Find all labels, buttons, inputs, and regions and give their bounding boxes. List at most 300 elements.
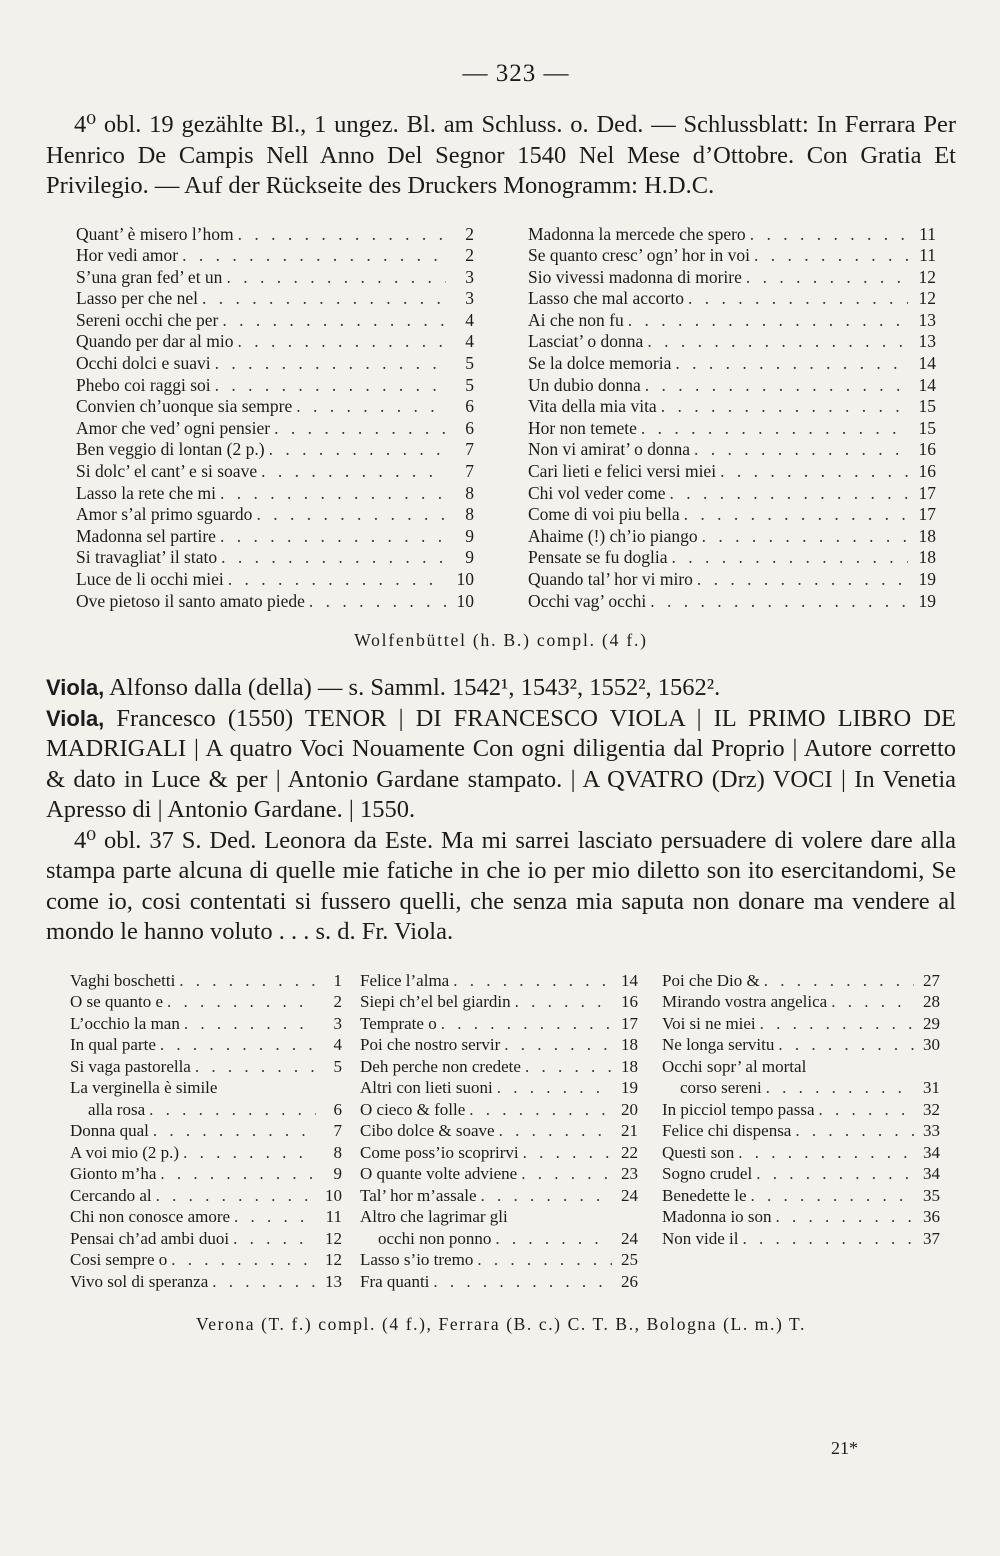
toc-entry-page: 18 bbox=[621, 1056, 638, 1076]
toc-entry-page: 17 bbox=[918, 504, 936, 525]
toc-first-left-column bbox=[76, 224, 506, 613]
toc-leader-dots bbox=[624, 310, 908, 332]
toc-entry-page: 5 bbox=[333, 1056, 342, 1076]
toc-entry bbox=[528, 526, 936, 548]
toc-entry-page: 7 bbox=[333, 1121, 342, 1141]
toc-entry-page: 12 bbox=[325, 1250, 342, 1270]
toc-entry bbox=[76, 353, 474, 375]
toc-entry-title: Madonna la mercede che spero bbox=[528, 223, 746, 244]
toc-entry-page: 10 bbox=[456, 569, 474, 589]
toc-entry-page: 15 bbox=[918, 396, 936, 417]
toc-entry-page: 26 bbox=[621, 1271, 638, 1291]
toc-entry-page: 14 bbox=[918, 353, 936, 374]
toc-leader-dots bbox=[747, 1185, 915, 1207]
toc-entry-title: Fra quanti bbox=[360, 1271, 430, 1291]
toc-entry-page: 16 bbox=[621, 992, 638, 1012]
toc-entry-page: 34 bbox=[923, 1164, 940, 1184]
toc-entry bbox=[70, 1185, 342, 1207]
toc-entry-title: Questi son bbox=[662, 1142, 735, 1162]
toc-entry-title: Temprate o bbox=[360, 1013, 437, 1033]
entry-name: Viola, bbox=[46, 675, 105, 701]
toc-entry bbox=[76, 591, 474, 613]
toc-leader-dots bbox=[191, 1056, 316, 1078]
toc-entry-page: 37 bbox=[923, 1228, 940, 1248]
toc-leader-dots bbox=[208, 1271, 316, 1293]
toc-entry-page: 11 bbox=[919, 223, 936, 244]
toc-entry-title: Amor s’al primo sguardo bbox=[76, 504, 253, 525]
toc-entry-page: 28 bbox=[923, 992, 940, 1012]
toc-leader-dots bbox=[257, 461, 446, 483]
toc-entry bbox=[360, 1249, 638, 1271]
toc-entry bbox=[528, 310, 936, 332]
toc-entry bbox=[360, 1056, 638, 1078]
entry-text: Alfonso dalla (della) — s. Samml. 1542¹, 1543², 1552², 1562². bbox=[104, 674, 721, 702]
toc-entry-page: 19 bbox=[621, 1078, 638, 1098]
toc-entry-title: Se quanto cresc’ ogn’ hor in voi bbox=[528, 245, 750, 266]
toc-entry bbox=[76, 569, 474, 591]
toc-leader-dots bbox=[760, 970, 914, 992]
toc-entry-page: 5 bbox=[465, 374, 474, 395]
toc-leader-dots bbox=[684, 288, 908, 310]
toc-entry-page: 7 bbox=[465, 439, 474, 460]
toc-entry bbox=[76, 331, 474, 353]
toc-leader-dots bbox=[762, 1077, 914, 1099]
toc-leader-dots bbox=[667, 547, 908, 569]
toc-entry-title: Benedette le bbox=[662, 1185, 747, 1205]
toc-entry-title: Cari lieti e felici versi miei bbox=[528, 461, 717, 482]
toc-leader-dots bbox=[734, 1142, 914, 1164]
toc-entry-page: 2 bbox=[465, 223, 474, 244]
toc-entry-page: 18 bbox=[621, 1035, 638, 1055]
toc-leader-dots bbox=[230, 1206, 316, 1228]
toc-leader-dots bbox=[752, 1163, 914, 1185]
toc-leader-dots bbox=[218, 310, 446, 332]
toc-leader-dots bbox=[178, 245, 446, 267]
toc-entry bbox=[528, 331, 936, 353]
toc-entry-page: 6 bbox=[333, 1099, 342, 1119]
toc-entry bbox=[528, 569, 936, 591]
toc-entry bbox=[360, 1271, 638, 1293]
toc-entry-title: La verginella è simile bbox=[70, 1078, 218, 1098]
toc-entry-title: Amor che ved’ ogni pensier bbox=[76, 417, 271, 438]
toc-entry-title: Vivo sol di speranza bbox=[70, 1271, 209, 1291]
toc-entry bbox=[662, 1206, 940, 1228]
toc-entry-page: 12 bbox=[918, 266, 936, 287]
toc-entry-title: Se la dolce memoria bbox=[528, 353, 672, 374]
toc-leader-dots bbox=[680, 504, 908, 526]
toc-entry bbox=[70, 970, 342, 992]
toc-entry bbox=[70, 991, 342, 1013]
toc-leader-dots bbox=[495, 1120, 612, 1142]
toc-leader-dots bbox=[477, 1185, 612, 1207]
toc-entry bbox=[662, 1077, 940, 1099]
toc-entry bbox=[528, 439, 936, 461]
toc-entry bbox=[662, 1163, 940, 1185]
toc-entry bbox=[76, 547, 474, 569]
toc-entry-page: 24 bbox=[621, 1185, 638, 1205]
toc-entry bbox=[360, 1120, 638, 1142]
toc-entry-title: L’occhio la man bbox=[70, 1013, 180, 1033]
toc-entry bbox=[360, 1034, 638, 1056]
toc-entry-title: Vita della mia vita bbox=[528, 396, 657, 417]
toc-leader-dots bbox=[211, 353, 446, 375]
toc-entry bbox=[76, 375, 474, 397]
toc-leader-dots bbox=[156, 1163, 316, 1185]
toc-entry bbox=[76, 310, 474, 332]
toc-entry-title: Come di voi piu bella bbox=[528, 504, 680, 525]
toc-entry bbox=[70, 1056, 342, 1078]
toc-entry-title: Ahaime (!) ch’io piango bbox=[528, 525, 698, 546]
toc-leader-dots bbox=[493, 1077, 612, 1099]
toc-entry bbox=[360, 1163, 638, 1185]
toc-entry-page: 34 bbox=[923, 1142, 940, 1162]
toc-entry-page: 6 bbox=[465, 417, 474, 438]
toc-entry-title: Occhi vag’ occhi bbox=[528, 590, 647, 611]
toc-leader-dots bbox=[163, 991, 316, 1013]
toc-leader-dots bbox=[292, 396, 446, 418]
toc-entry-title: Madonna io son bbox=[662, 1207, 772, 1227]
toc-entry-title: S’una gran fed’ et un bbox=[76, 266, 223, 287]
toc-leader-dots bbox=[211, 375, 446, 397]
toc-entry-page: 16 bbox=[918, 461, 936, 482]
toc-entry bbox=[662, 1099, 940, 1121]
entry-text: Francesco (1550) TENOR | DI FRANCESCO VIOLA | IL PRIMO LIBRO DE MADRIGALI | A quatro Voci Nouamente Con ogni diligentia dal Proprio | Autore corretto & dato in Luce & per | Antonio Gardane stampato. | A QVATRO (Drz) VOCI | In Venetia Apresso di | Antonio Gardane. | 1550. bbox=[46, 704, 956, 824]
toc-entry-title: corso sereni bbox=[680, 1078, 762, 1098]
toc-leader-dots bbox=[222, 267, 446, 289]
toc-leader-dots bbox=[774, 1034, 914, 1056]
toc-entry-title: Felice chi dispensa bbox=[662, 1121, 792, 1141]
toc-entry bbox=[528, 547, 936, 569]
toc-entry-page: 17 bbox=[918, 482, 936, 503]
toc-leader-dots bbox=[657, 396, 908, 418]
toc-leader-dots bbox=[198, 288, 446, 310]
toc-first-right-column bbox=[506, 224, 936, 613]
toc-entry-page: 17 bbox=[621, 1013, 638, 1033]
toc-entry-title: Cosi sempre o bbox=[70, 1250, 168, 1270]
toc-entry bbox=[76, 224, 474, 246]
toc-leader-dots bbox=[224, 569, 446, 591]
toc-leader-dots bbox=[716, 461, 908, 483]
toc-entry bbox=[662, 1185, 940, 1207]
toc-leader-dots bbox=[641, 375, 908, 397]
toc-leader-dots bbox=[491, 1228, 612, 1250]
toc-entry-title: A voi mio (2 p.) bbox=[70, 1142, 180, 1162]
toc-entry bbox=[528, 418, 936, 440]
toc-entry bbox=[528, 504, 936, 526]
toc-entry bbox=[528, 288, 936, 310]
toc-leader-dots bbox=[305, 591, 446, 613]
toc-entry-page: 2 bbox=[333, 992, 342, 1012]
toc-leader-dots bbox=[217, 547, 446, 569]
toc-leader-dots bbox=[265, 439, 446, 461]
toc-entry-title: Lasciat’ o donna bbox=[528, 331, 644, 352]
toc-entry-page: 1 bbox=[333, 970, 342, 990]
entry-francesco-viola bbox=[46, 704, 956, 826]
toc-entry bbox=[662, 991, 940, 1013]
toc-entry-title: Lasso s’io tremo bbox=[360, 1250, 474, 1270]
toc-entry bbox=[76, 439, 474, 461]
toc-entry bbox=[662, 970, 940, 992]
toc-entry-title: Si dolc’ el cant’ e si soave bbox=[76, 461, 258, 482]
toc-entry-page: 11 bbox=[919, 245, 936, 266]
toc-entry-title: O se quanto e bbox=[70, 992, 164, 1012]
toc-entry-title: Poi che Dio & bbox=[662, 970, 760, 990]
toc-entry bbox=[662, 1228, 940, 1250]
toc-leader-dots bbox=[698, 526, 908, 548]
toc-leader-dots bbox=[233, 331, 446, 353]
toc-entry-page: 29 bbox=[923, 1013, 940, 1033]
toc-leader-dots bbox=[756, 1013, 914, 1035]
toc-entry-title: Hor vedi amor bbox=[76, 245, 179, 266]
toc-entry-title: Donna qual bbox=[70, 1121, 149, 1141]
toc-second-column-1 bbox=[70, 970, 360, 1293]
toc-leader-dots bbox=[815, 1099, 915, 1121]
entry-description: 4⁰ obl. 37 S. Ded. Leonora da Este. Ma mi sarrei lasciato persuadere di volere dare alla stampa parte alcuna di quelle mie fatiche in che io per mio diletto son ito esercitandomi, Se come io, cosi contentati si fussero quelli, che senza mia saputa non donare ma vendere al mondo le hanno voluto . . . s. d. Fr. Viola. bbox=[46, 826, 956, 946]
toc-entry-page: 14 bbox=[918, 374, 936, 395]
toc-leader-dots bbox=[167, 1249, 316, 1271]
toc-entry bbox=[360, 1077, 638, 1099]
toc-entry-title: Sio vivessi madonna di morire bbox=[528, 266, 742, 287]
toc-entry-title: Quando tal’ hor vi miro bbox=[528, 569, 693, 589]
toc-entry bbox=[528, 483, 936, 505]
toc-leader-dots bbox=[229, 1228, 316, 1250]
toc-entry-page: 8 bbox=[333, 1142, 342, 1162]
toc-entry bbox=[528, 267, 936, 289]
toc-entry-title: Quant’ è misero l’hom bbox=[76, 223, 234, 244]
toc-entry-page: 7 bbox=[465, 461, 474, 482]
toc-entry-title: Cercando al bbox=[70, 1185, 152, 1205]
toc-entry-title: Mirando vostra angelica bbox=[662, 992, 828, 1012]
toc-entry-title: Sogno crudel bbox=[662, 1164, 753, 1184]
toc-entry bbox=[528, 224, 936, 246]
toc-entry-page: 15 bbox=[918, 417, 936, 438]
toc-entry-page: 14 bbox=[621, 970, 638, 990]
page-number: — 323 — bbox=[462, 60, 570, 87]
toc-entry-title: Non vi amirat’ o donna bbox=[528, 439, 690, 460]
toc-entry bbox=[70, 1163, 342, 1185]
toc-entry-title: Siepi ch’el bel giardin bbox=[360, 992, 511, 1012]
toc-entry-page: 12 bbox=[918, 288, 936, 309]
toc-entry-title: Cibo dolce & soave bbox=[360, 1121, 495, 1141]
toc-entry-title: Pensai ch’ad ambi duoi bbox=[70, 1228, 230, 1248]
toc-entry-title: Occhi dolci e suavi bbox=[76, 353, 211, 374]
toc-leader-dots bbox=[519, 1142, 612, 1164]
toc-entry bbox=[76, 396, 474, 418]
toc-leader-dots bbox=[517, 1163, 612, 1185]
toc-entry bbox=[76, 504, 474, 526]
toc-entry-page: 10 bbox=[456, 590, 474, 611]
toc-entry-page: 25 bbox=[621, 1250, 638, 1270]
location-note-second: Verona (T. f.) compl. (4 f.), Ferrara (B. c.) C. T. B., Bologna (L. m.) T. bbox=[195, 1314, 807, 1335]
entry-alfonso-viola bbox=[46, 673, 956, 704]
toc-entry-title: Hor non temete bbox=[528, 417, 637, 438]
toc-entry-page: 9 bbox=[333, 1164, 342, 1184]
toc-entry-page: 35 bbox=[923, 1185, 940, 1205]
toc-entry-title: Voi si ne miei bbox=[662, 1013, 756, 1033]
toc-entry bbox=[76, 418, 474, 440]
toc-leader-dots bbox=[152, 1185, 316, 1207]
toc-entry-page: 20 bbox=[621, 1099, 638, 1119]
toc-entry-page: 9 bbox=[465, 525, 474, 546]
toc-second-column-3 bbox=[650, 970, 940, 1293]
toc-entry-title: alla rosa bbox=[88, 1099, 146, 1119]
toc-entry-title: Tal’ hor m’assale bbox=[360, 1185, 477, 1205]
toc-entry-title: Ai che non fu bbox=[528, 309, 624, 330]
toc-leader-dots bbox=[690, 439, 908, 461]
toc-entry bbox=[70, 1271, 342, 1293]
toc-entry-page: 31 bbox=[923, 1078, 940, 1098]
toc-entry-title: Felice l’alma bbox=[360, 970, 450, 990]
toc-entry bbox=[70, 1034, 342, 1056]
toc-entry-title: O quante volte adviene bbox=[360, 1164, 518, 1184]
toc-entry bbox=[360, 1185, 638, 1207]
toc-entry-page: 4 bbox=[465, 331, 474, 352]
intro-paragraph: 4⁰ obl. 19 gezählte Bl., 1 ungez. Bl. am Schluss. o. Ded. — Schlussblatt: In Ferrara Per Henrico De Campis Nell Anno Del Segnor 1540 Nel Mese d’Ottobre. Con Gratia Et Privilegio. — Auf der Rückseite des Druckers Monogramm: H.D.C. bbox=[46, 111, 956, 199]
toc-entry-page: 9 bbox=[465, 547, 474, 568]
toc-entry-page: 19 bbox=[918, 569, 936, 589]
toc-leader-dots bbox=[145, 1099, 316, 1121]
toc-entry-page: 11 bbox=[325, 1207, 342, 1227]
toc-second bbox=[70, 970, 940, 1293]
toc-entry-page: 30 bbox=[923, 1035, 940, 1055]
toc-entry-page: 16 bbox=[918, 439, 936, 460]
toc-entry-page: 23 bbox=[621, 1164, 638, 1184]
toc-entry-page: 4 bbox=[465, 309, 474, 330]
toc-entry-page: 12 bbox=[325, 1228, 342, 1248]
toc-leader-dots bbox=[827, 991, 914, 1013]
toc-entry bbox=[76, 288, 474, 310]
toc-entry-page: 27 bbox=[923, 970, 940, 990]
toc-entry-page: 18 bbox=[918, 547, 936, 568]
toc-entry-page: 10 bbox=[325, 1185, 342, 1205]
toc-entry bbox=[528, 375, 936, 397]
toc-entry-title: Ben veggio di lontan (2 p.) bbox=[76, 439, 265, 460]
toc-entry-page: 32 bbox=[923, 1099, 940, 1119]
toc-entry-title: Altro che lagrimar gli bbox=[360, 1207, 508, 1227]
toc-entry-page: 18 bbox=[918, 525, 936, 546]
toc-entry-title: Ove pietoso il santo amato piede bbox=[76, 590, 305, 611]
toc-entry bbox=[528, 591, 936, 613]
toc-entry-page: 21 bbox=[621, 1121, 638, 1141]
toc-entry bbox=[70, 1142, 342, 1164]
toc-entry bbox=[76, 461, 474, 483]
toc-entry-page: 13 bbox=[325, 1271, 342, 1291]
toc-leader-dots bbox=[180, 1013, 316, 1035]
toc-leader-dots bbox=[739, 1228, 915, 1250]
toc-entry-title: Poi che nostro servir bbox=[360, 1035, 501, 1055]
toc-entry-title: Ne longa servitu bbox=[662, 1035, 775, 1055]
toc-entry-page: 24 bbox=[621, 1228, 638, 1248]
toc-first bbox=[76, 224, 936, 613]
toc-entry bbox=[662, 1142, 940, 1164]
toc-entry-page: 13 bbox=[918, 331, 936, 352]
entry-name: Viola, bbox=[46, 705, 105, 731]
toc-entry-title: occhi non ponno bbox=[378, 1228, 492, 1248]
toc-entry-title: In picciol tempo passa bbox=[662, 1099, 815, 1119]
toc-entry bbox=[70, 1228, 342, 1250]
toc-entry-title: Si vaga pastorella bbox=[70, 1056, 191, 1076]
toc-leader-dots bbox=[746, 224, 908, 246]
toc-leader-dots bbox=[465, 1099, 612, 1121]
toc-entry bbox=[528, 245, 936, 267]
toc-entry bbox=[76, 483, 474, 505]
toc-leader-dots bbox=[449, 970, 612, 992]
toc-entry-title: Un dubio donna bbox=[528, 374, 641, 395]
toc-entry-title: Vaghi boschetti bbox=[70, 970, 176, 990]
toc-entry-page: 3 bbox=[333, 1013, 342, 1033]
toc-entry-title: Non vide il bbox=[662, 1228, 739, 1248]
toc-entry-page: 2 bbox=[465, 245, 474, 266]
toc-entry bbox=[76, 245, 474, 267]
toc-entry bbox=[360, 1206, 638, 1228]
toc-leader-dots bbox=[750, 245, 908, 267]
page bbox=[46, 60, 956, 1335]
toc-entry bbox=[70, 1099, 342, 1121]
toc-entry-title: Pensate se fu doglia bbox=[528, 547, 668, 568]
toc-leader-dots bbox=[216, 483, 446, 505]
toc-leader-dots bbox=[179, 1142, 316, 1164]
toc-leader-dots bbox=[234, 224, 446, 246]
toc-leader-dots bbox=[637, 418, 908, 440]
toc-leader-dots bbox=[521, 1056, 612, 1078]
toc-leader-dots bbox=[149, 1120, 316, 1142]
toc-entry-title: In qual parte bbox=[70, 1035, 156, 1055]
toc-leader-dots bbox=[270, 418, 446, 440]
toc-entry-title: Lasso per che nel bbox=[76, 288, 198, 309]
toc-leader-dots bbox=[693, 569, 908, 591]
toc-entry bbox=[662, 1120, 940, 1142]
toc-entry-title: Sereni occhi che per bbox=[76, 309, 219, 330]
toc-entry-title: Lasso che mal accorto bbox=[528, 288, 684, 309]
toc-entry-title: Quando per dar al mio bbox=[76, 331, 234, 352]
toc-leader-dots bbox=[742, 267, 908, 289]
toc-leader-dots bbox=[156, 1034, 316, 1056]
toc-entry bbox=[662, 1013, 940, 1035]
toc-entry-title: Chi vol veder come bbox=[528, 482, 666, 503]
toc-entry bbox=[70, 1249, 342, 1271]
toc-leader-dots bbox=[772, 1206, 914, 1228]
toc-entry-page: 19 bbox=[918, 590, 936, 611]
toc-entry-page: 6 bbox=[465, 396, 474, 417]
toc-entry-title: Altri con lieti suoni bbox=[360, 1078, 493, 1098]
toc-entry-page: 8 bbox=[465, 482, 474, 503]
toc-entry-title: Deh perche non credete bbox=[360, 1056, 521, 1076]
toc-entry-page: 22 bbox=[621, 1142, 638, 1162]
toc-entry bbox=[360, 970, 638, 992]
toc-entry-page: 4 bbox=[333, 1035, 342, 1055]
toc-entry-page: 8 bbox=[465, 504, 474, 525]
toc-entry-title: Luce de li occhi miei bbox=[76, 569, 224, 589]
toc-leader-dots bbox=[216, 526, 446, 548]
toc-entry bbox=[528, 396, 936, 418]
toc-entry-page: 3 bbox=[465, 288, 474, 309]
toc-entry bbox=[360, 1142, 638, 1164]
toc-entry-page: 36 bbox=[923, 1207, 940, 1227]
toc-entry bbox=[662, 1056, 940, 1078]
toc-leader-dots bbox=[175, 970, 316, 992]
toc-entry bbox=[76, 267, 474, 289]
toc-entry-title: Gionto m’ha bbox=[70, 1164, 157, 1184]
toc-entry bbox=[70, 1206, 342, 1228]
toc-entry-page: 33 bbox=[923, 1121, 940, 1141]
toc-leader-dots bbox=[511, 991, 612, 1013]
toc-entry-title: Si travagliat’ il stato bbox=[76, 547, 218, 568]
toc-leader-dots bbox=[666, 483, 908, 505]
toc-entry-page: 3 bbox=[465, 266, 474, 287]
toc-entry bbox=[70, 1077, 342, 1099]
toc-entry-title: Phebo coi raggi soi bbox=[76, 374, 211, 395]
toc-entry bbox=[360, 1099, 638, 1121]
